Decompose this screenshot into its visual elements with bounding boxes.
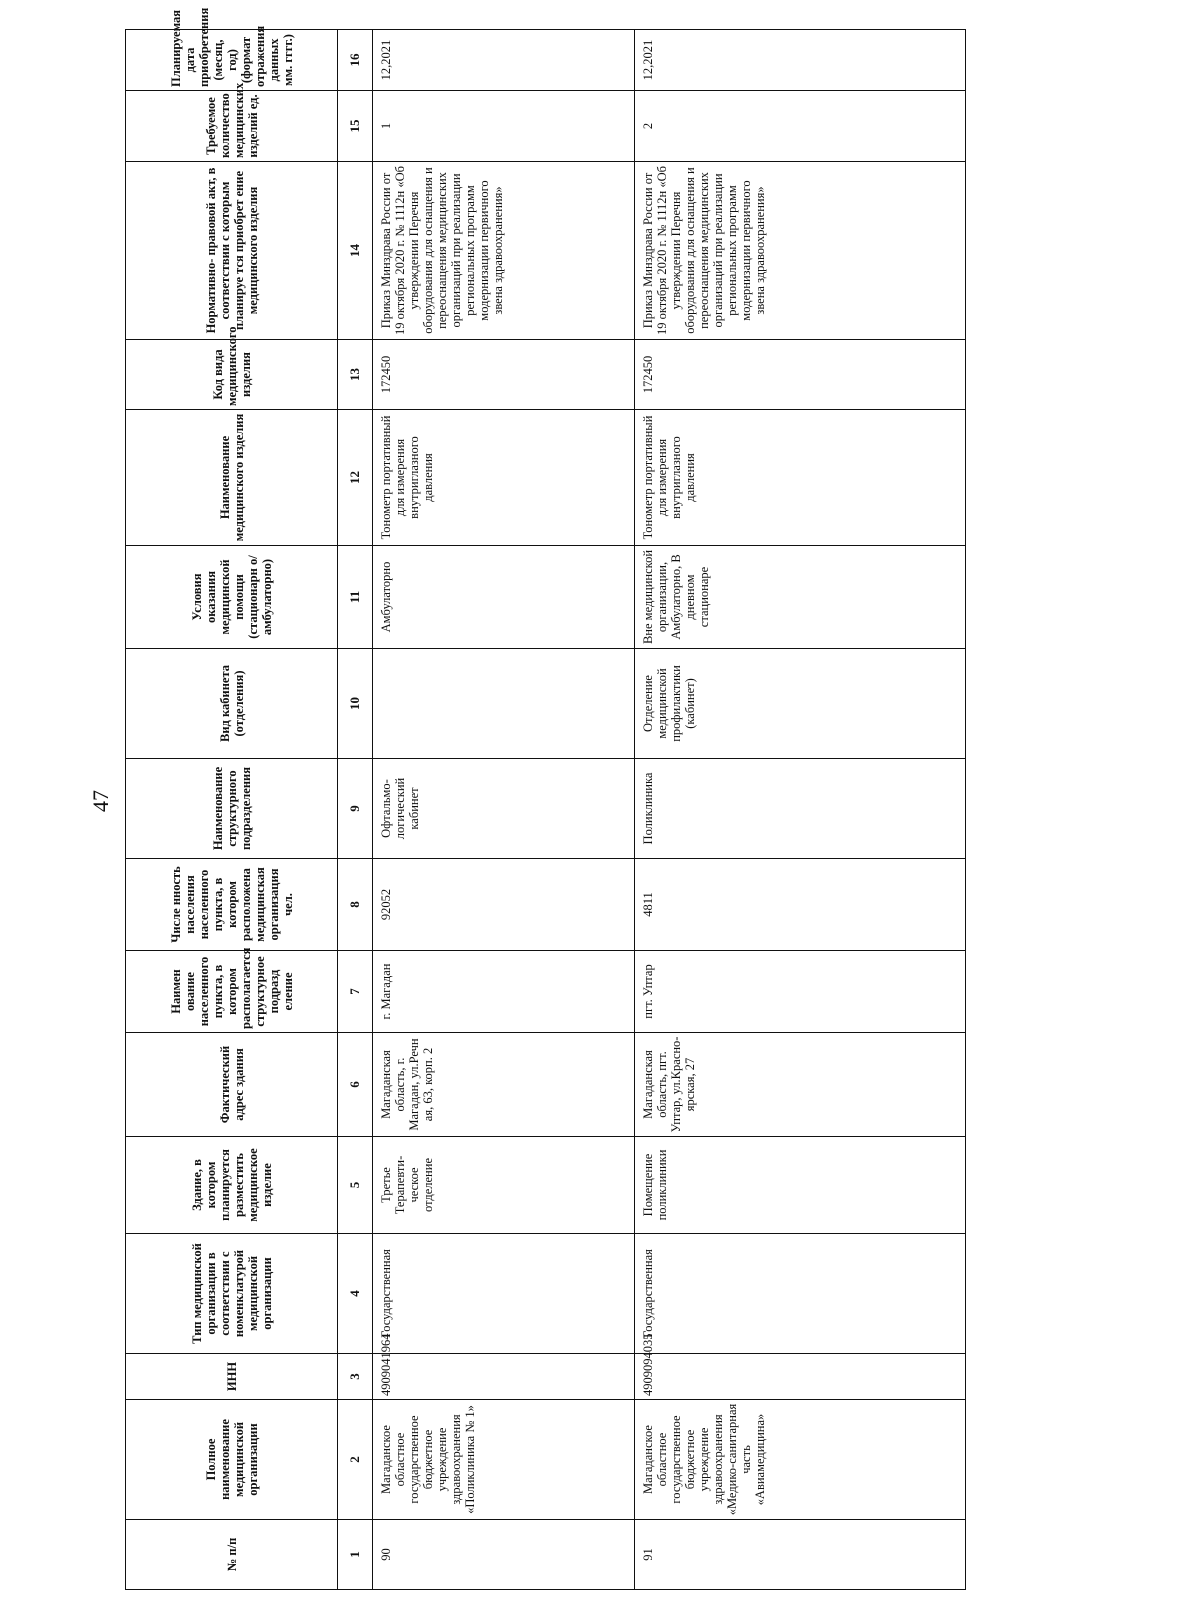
cabinet-type-cell: [373, 649, 635, 759]
table-row: [635, 30, 966, 1590]
population-cell: 92052: [373, 859, 635, 951]
header-row: [126, 30, 338, 1590]
settlement-cell: г. Магадан: [373, 951, 635, 1033]
inn-cell: 4909041964: [373, 1354, 635, 1400]
column-number: 6: [338, 1033, 373, 1137]
building-cell: Третье Терапевти-ческое отделение: [373, 1137, 635, 1234]
table-row: [373, 30, 635, 1590]
header-cell: Наименование медицинского изделия: [126, 410, 338, 546]
header-cell: Наимен ование населенного пункта, в котором располагается структурное подразд еление: [126, 951, 338, 1033]
header-cell: Нормативно- правовой акт, в соответствии с которым планируе тся приобрет ение медицинского изделия: [126, 162, 338, 340]
column-number: 14: [338, 162, 373, 340]
population-cell: 4811: [635, 859, 966, 951]
header-cell: Условия оказания медицинской помощи (стационарн о/амбулаторно): [126, 546, 338, 649]
page-number: 47: [88, 790, 113, 812]
structural-unit-cell: Поликлиника: [635, 759, 966, 859]
legal-act-cell: Приказ Минздрава России от 19 октября 2020 г. № 1112н «Об утверждении Перечня оборудования для оснащения и переоснащения медицинских организаций при реализации региональных программ модернизации первичного звена здравоохранения»: [373, 162, 635, 340]
organization-name-cell: Магаданское областное государственное бюджетное учреждение здравоохранения «Поликлиника № 1»: [373, 1400, 635, 1520]
purchase-date-cell: 12,2021: [373, 30, 635, 91]
column-number: 11: [338, 546, 373, 649]
column-number: 5: [338, 1137, 373, 1234]
column-number: 10: [338, 649, 373, 759]
structural-unit-cell: Офтальмо-логический кабинет: [373, 759, 635, 859]
care-conditions-cell: Амбулаторно: [373, 546, 635, 649]
column-number: 16: [338, 30, 373, 91]
building-cell: Помещение поликлиники: [635, 1137, 966, 1234]
column-number: 4: [338, 1234, 373, 1354]
quantity-cell: 2: [635, 91, 966, 162]
care-conditions-cell: Вне медицинской организации, Амбулаторно, В дневном стационаре: [635, 546, 966, 649]
column-number: 13: [338, 340, 373, 410]
rotated-table-container: [125, 7, 966, 1590]
device-name-cell: Тонометр портативный для измерения внутриглазного давления: [635, 410, 966, 546]
settlement-cell: пгт. Уптар: [635, 951, 966, 1033]
column-number-row: [338, 30, 373, 1590]
column-number: 2: [338, 1400, 373, 1520]
header-cell: Числе нность населения населенного пункта, в котором расположена медицинская организация чел.: [126, 859, 338, 951]
column-number: 3: [338, 1354, 373, 1400]
header-cell: Здание, в котором планируется разместить медицинское изделие: [126, 1137, 338, 1234]
device-code-cell: 172450: [635, 340, 966, 410]
header-cell: Наименование структурного подразделения: [126, 759, 338, 859]
organization-type-cell: Государственная: [635, 1234, 966, 1354]
header-cell: ИНН: [126, 1354, 338, 1400]
header-cell: Вид кабинета (отделения): [126, 649, 338, 759]
organization-type-cell: Государственная: [373, 1234, 635, 1354]
legal-act-cell: Приказ Минздрава России от 19 октября 2020 г. № 1112н «Об утверждении Перечня оборудования для оснащения и переоснащения медицинских организаций при реализации региональных программ модернизации первичного звена здравоохранения»: [635, 162, 966, 340]
device-code-cell: 172450: [373, 340, 635, 410]
address-cell: Магаданская область, г. Магадан, ул.Речн ая, 63, корп. 2: [373, 1033, 635, 1137]
column-number: 1: [338, 1520, 373, 1590]
inn-cell: 4909094035: [635, 1354, 966, 1400]
purchase-date-cell: 12,2021: [635, 30, 966, 91]
equipment-table: [125, 7, 966, 1590]
organization-name-cell: Магаданское областное государственное бюджетное учреждение здравоохранения «Медико-санитарная часть «Авиамедицина»: [635, 1400, 966, 1520]
header-cell: Тип медицинской организации в соответствии с номенклатурой медицинской организации: [126, 1234, 338, 1354]
column-number: 12: [338, 410, 373, 546]
cabinet-type-cell: Отделение медицинской профилактики (кабинет): [635, 649, 966, 759]
header-cell: Требуемое количество медицинских изделий ед.: [126, 91, 338, 162]
device-name-cell: Тонометр портативный для измерения внутриглазного давления: [373, 410, 635, 546]
address-cell: Магаданская область, пгт. Уптар, ул.Красно-ярская, 27: [635, 1033, 966, 1137]
header-cell: Код вида медицинского изделия: [126, 340, 338, 410]
header-cell: Планируемая дата приобретения (месяц, год) (формат отражения данных мм. гггг.): [126, 30, 338, 91]
column-number: 15: [338, 91, 373, 162]
column-number: 9: [338, 759, 373, 859]
header-cell: Полное наименование медицинской организации: [126, 1400, 338, 1520]
row-number-cell: 91: [635, 1520, 966, 1590]
column-number: 7: [338, 951, 373, 1033]
quantity-cell: 1: [373, 91, 635, 162]
header-cell: № п/п: [126, 1520, 338, 1590]
row-number-cell: 90: [373, 1520, 635, 1590]
header-cell: Фактический адрес здания: [126, 1033, 338, 1137]
column-number: 8: [338, 859, 373, 951]
